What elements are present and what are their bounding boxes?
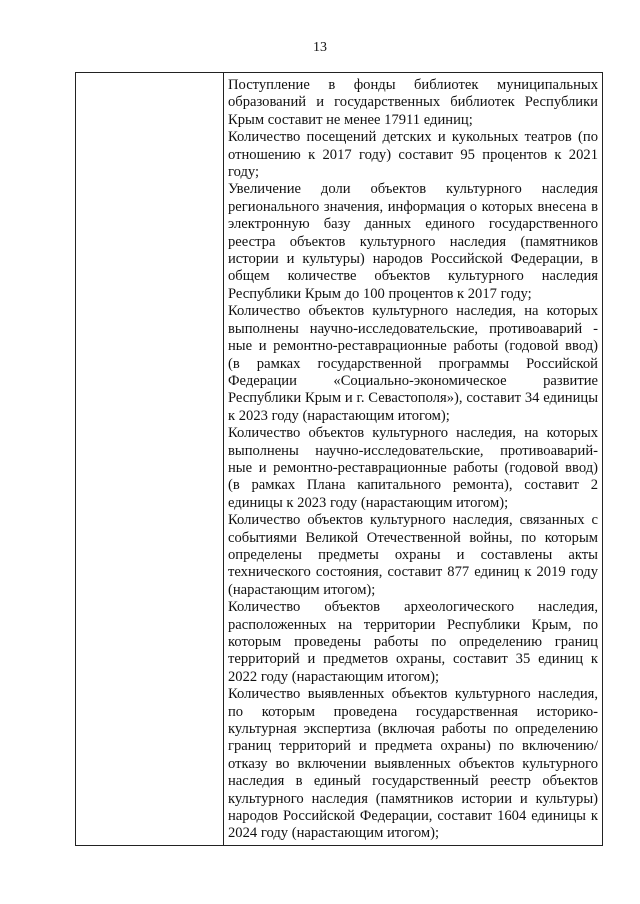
paragraph-heritage-restoration-federal: Количество объектов культурного наследия, на которых выполнены научно-исследовательские, противоаварий - ные и ремонтно-реставрационные работы (годовой ввод) (в рамках государственной программы Российской Федерации «Социально-экономическое развитие Республики Крым и г. Севастополя»), составит 34 единицы к 2023 году (нарастающим итогом); xyxy=(228,303,598,424)
paragraph-heritage-register: Увеличение доли объектов культурного наследия регионального значения, информация о которых внесена в электронную базу данных единого государственного реестра объектов культурного наследия (памятников истории и культуры) народов Российской Федерации, в общем количестве объектов культурного наследия Республики Крым до 100 процентов к 2017 году; xyxy=(228,181,598,302)
paragraph-library-fund: Поступление в фонды библиотек муниципальных образований и государственных библиотек Республики Крым составит не менее 17911 единиц; xyxy=(228,77,598,128)
column-divider xyxy=(223,73,224,845)
table-left-cell xyxy=(76,73,223,845)
page-number: 13 xyxy=(313,40,327,55)
document-table xyxy=(75,72,603,846)
paragraph-ww2-objects: Количество объектов культурного наследия, связанных с событиями Великой Отечественной войны, по которым определены предметы охраны и составлены акты технического состояния, составит 877 единиц к 2019 году (нарастающим итогом); xyxy=(228,512,598,598)
table-right-cell xyxy=(228,77,598,843)
paragraph-theatre-visits: Количество посещений детских и кукольных театров (по отношению к 2017 году) составит 95 процентов к 2021 году; xyxy=(228,129,598,181)
paragraph-heritage-restoration-capital: Количество объектов культурного наследия, на которых выполнены научно-исследовательские, противоаварий- ные и ремонтно-реставрационные работы (годовой ввод) (в рамках Плана капитального ремонта), составит 2 единицы к 2023 году (нарастающим итогом); xyxy=(228,425,598,511)
paragraph-archaeology: Количество объектов археологического наследия, расположенных на территории Республики Крым, по которым проведены работы по определению границ территорий и предметов охраны, составит 35 единиц к 2022 году (нарастающим итогом); xyxy=(228,599,598,685)
paragraph-expertise: Количество выявленных объектов культурного наследия, по которым проведена государственная историко-культурная экспертиза (включая работы по определению границ территорий и предмета охраны) по включению/отказу во включении выявленных объектов культурного наследия в единый государственный реестр объектов культурного наследия (памятников истории и культуры) народов Российской Федерации, составит 1604 единицы к 2024 году (нарастающим итогом); xyxy=(228,686,598,842)
